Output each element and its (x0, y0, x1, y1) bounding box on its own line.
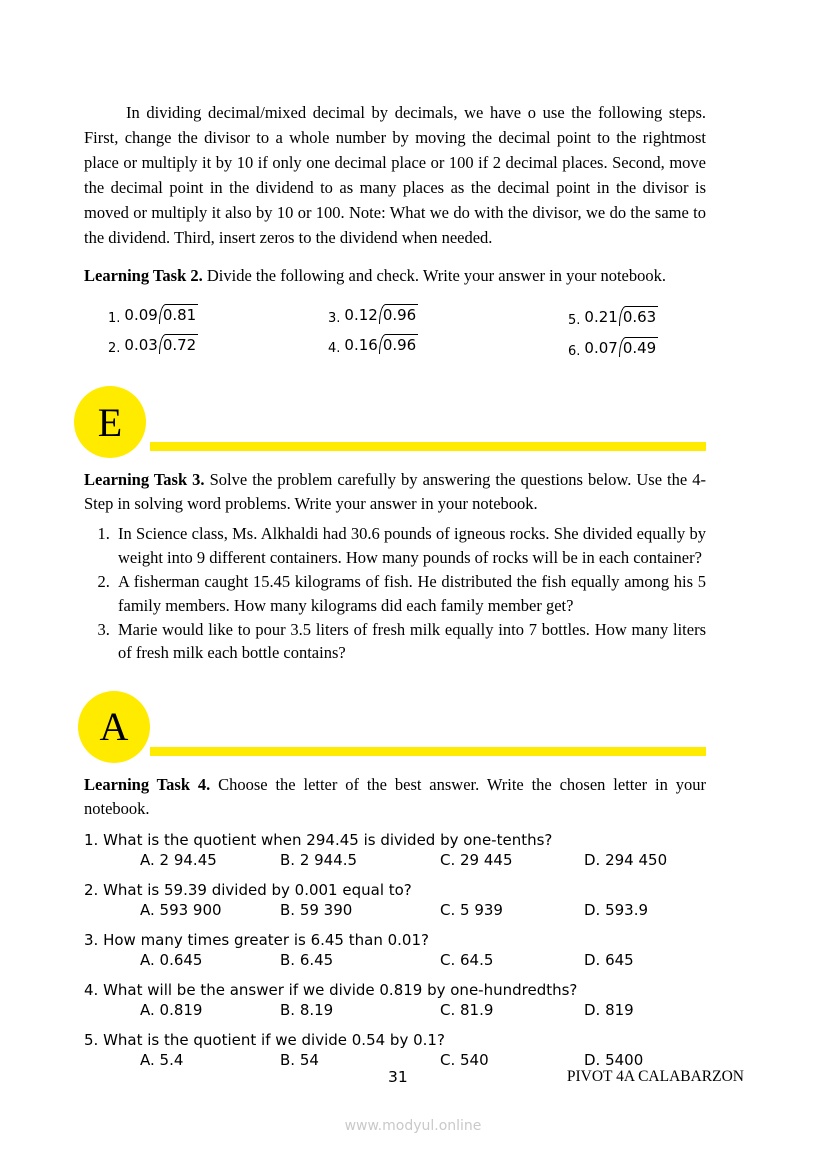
option-d[interactable]: D. 645 (584, 950, 634, 969)
problem-number: 2. (108, 341, 121, 357)
option-d[interactable]: D. 294 450 (584, 850, 668, 869)
option-c[interactable]: C. 64.5 (440, 950, 494, 969)
page-number: 31 (388, 1068, 408, 1086)
option-b[interactable]: B. 8.19 (280, 1000, 334, 1019)
divisor: 0.12 (344, 306, 378, 325)
option-c[interactable]: C. 81.9 (440, 1000, 494, 1019)
list-item: 3. Marie would like to pour 3.5 liters of fresh milk equally into 7 bottles. How many liters of fresh milk each bottle contains? (114, 618, 706, 665)
dividend: 0.96 (379, 304, 418, 324)
section-letter-circle-a (78, 691, 150, 763)
list-item: 1. In Science class, Ms. Alkhaldi had 30.6 pounds of igneous rocks. She divided equally by weight into 9 different containers. How many pounds of rocks will be in each container? (114, 522, 706, 569)
division-problem-6 (568, 337, 658, 359)
divisor: 0.21 (584, 308, 618, 327)
mc-question-3 (84, 931, 706, 973)
divisor: 0.09 (124, 306, 158, 325)
problem-number: 6. (568, 344, 581, 360)
option-a[interactable]: A. 0.645 (140, 950, 203, 969)
dividend: 0.49 (619, 337, 658, 357)
problem-number: 1. (108, 311, 121, 327)
divisor: 0.07 (584, 339, 618, 358)
question-text: 3. How many times greater is 6.45 than 0.01? (84, 930, 429, 949)
option-b[interactable]: B. 54 (280, 1050, 319, 1069)
multiple-choice-section (84, 831, 706, 1073)
division-problem-1 (108, 304, 198, 326)
learning-task-2-label: Learning Task 2. (84, 266, 203, 286)
mc-question-2 (84, 881, 706, 923)
option-a[interactable]: A. 5.4 (140, 1050, 184, 1069)
division-problem-5 (568, 306, 658, 328)
learning-task-4-heading (84, 773, 706, 821)
division-problem-4 (328, 334, 418, 356)
page-content (84, 100, 706, 1081)
divisor: 0.16 (344, 336, 378, 355)
option-d[interactable]: D. 819 (584, 1000, 634, 1019)
intro-paragraph: In dividing decimal/mixed decimal by decimals, we have o use the following steps. First, change the divisor to a whole number by moving the decimal point to the rightmost place or multiply it by 10 if only one decimal place or 100 if 2 decimal places. Second, move the decimal point in the dividend to as many places as the decimal point in the divisor is moved or multiply it also by 10 or 100. Note: What we do with the divisor, we do the same to the dividend. Third, insert zeros to the dividend when needed. (84, 103, 706, 248)
option-c[interactable]: C. 540 (440, 1050, 489, 1069)
option-b[interactable]: B. 59 390 (280, 900, 353, 919)
mc-question-1 (84, 831, 706, 873)
problem-number: 3. (328, 311, 341, 327)
option-b[interactable]: B. 2 944.5 (280, 850, 358, 869)
mc-question-4 (84, 981, 706, 1023)
divisor: 0.03 (124, 336, 158, 355)
option-row (84, 1001, 706, 1023)
option-d[interactable]: D. 593.9 (584, 900, 649, 919)
problem-number: 4. (328, 341, 341, 357)
dividend: 0.81 (159, 304, 198, 324)
question-text: 5. What is the quotient if we divide 0.54 by 0.1? (84, 1030, 445, 1049)
option-a[interactable]: A. 593 900 (140, 900, 222, 919)
division-problems-grid (84, 300, 706, 364)
list-item: 2. A fisherman caught 15.45 kilograms of fish. He distributed the fish equally among his 5 family members. How many kilograms did each family member get? (114, 570, 706, 617)
watermark: www.modyul.online (344, 1118, 482, 1134)
question-text: 1. What is the quotient when 294.45 is divided by one-tenths? (84, 830, 553, 849)
division-problem-2 (108, 334, 198, 356)
dividend: 0.63 (619, 306, 658, 326)
option-d[interactable]: D. 5400 (584, 1050, 644, 1069)
option-a[interactable]: A. 0.819 (140, 1000, 203, 1019)
mc-question-5 (84, 1031, 706, 1073)
section-letter-e: E (97, 399, 123, 445)
section-divider-bar-a (150, 747, 706, 756)
learning-task-2-heading (84, 264, 706, 288)
learning-task-2-text: Divide the following and check. Write your answer in your notebook. (202, 266, 666, 286)
division-problem-3 (328, 304, 418, 326)
learning-task-4-label: Learning Task 4. (84, 774, 211, 794)
option-row (84, 951, 706, 973)
learning-task-3-label: Learning Task 3. (84, 470, 205, 490)
section-letter-circle-e (74, 386, 146, 458)
question-text: 4. What will be the answer if we divide 0.819 by one-hundredths? (84, 980, 578, 999)
word-problem-list (84, 522, 706, 665)
section-letter-a: A (99, 704, 129, 750)
option-row (84, 851, 706, 873)
section-divider-bar-e (150, 442, 706, 451)
question-text: 2. What is 59.39 divided by 0.001 equal to? (84, 880, 412, 899)
learning-task-3-text: Solve the problem carefully by answering the questions below. Use the 4-Step in solving word problems. Write your answer in your notebook. (84, 470, 706, 514)
option-b[interactable]: B. 6.45 (280, 950, 334, 969)
option-a[interactable]: A. 2 94.45 (140, 850, 217, 869)
option-c[interactable]: C. 5 939 (440, 900, 503, 919)
learning-task-3-heading (84, 468, 706, 516)
section-marker-a (84, 691, 706, 767)
footer-series-label: PIVOT 4A CALABARZON (566, 1068, 744, 1085)
dividend: 0.72 (159, 334, 198, 354)
problem-number: 5. (568, 313, 581, 329)
section-marker-e (84, 386, 706, 462)
option-row (84, 901, 706, 923)
dividend: 0.96 (379, 334, 418, 354)
option-c[interactable]: C. 29 445 (440, 850, 513, 869)
learning-task-4-text: Choose the letter of the best answer. Write the chosen letter in your notebook. (84, 774, 706, 818)
